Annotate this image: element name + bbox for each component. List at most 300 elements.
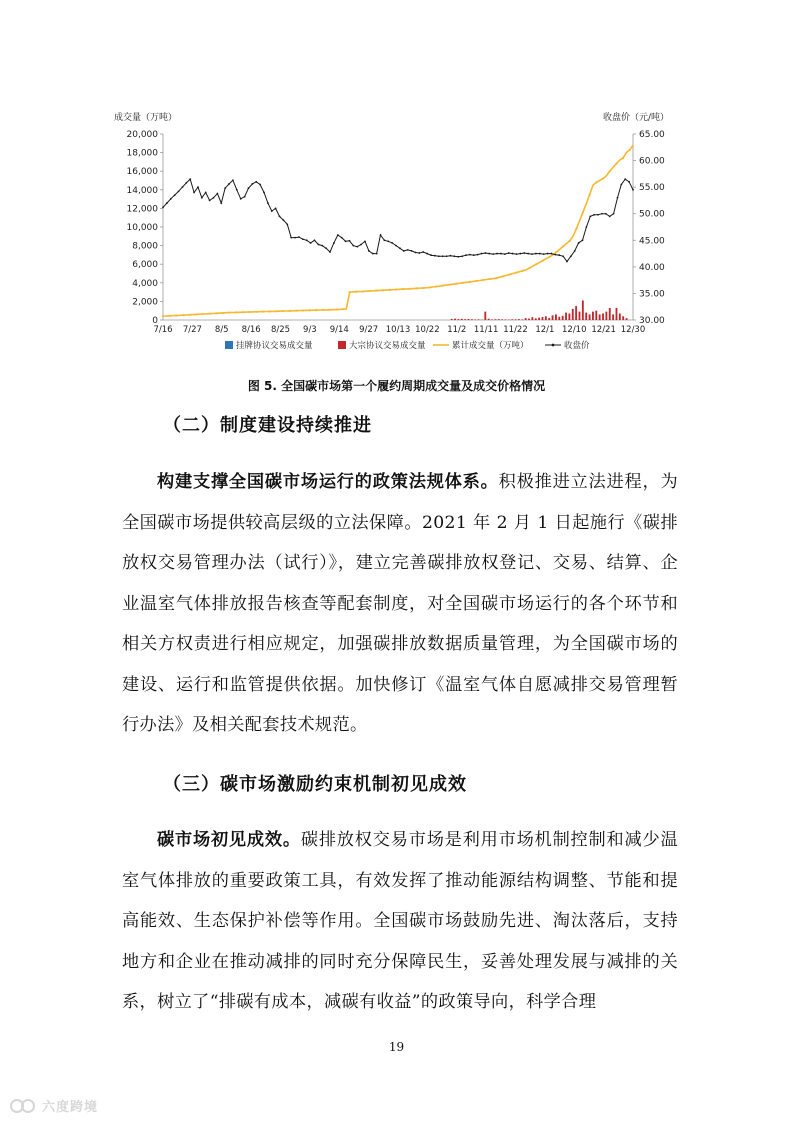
closing-price-point — [244, 196, 246, 198]
x-tick-label: 10/22 — [415, 325, 440, 335]
closing-price-point — [193, 192, 195, 194]
cumulative-volume-point — [269, 310, 271, 312]
paragraph-policy — [122, 462, 678, 746]
closing-price-point — [368, 250, 370, 252]
right-tick-label: 30.00 — [639, 316, 665, 326]
closing-price-point — [481, 253, 483, 255]
closing-price-point — [174, 194, 176, 196]
block-trade-bar — [562, 316, 564, 320]
cumulative-volume-point — [329, 309, 331, 311]
block-trade-bar — [464, 319, 466, 320]
x-tick-label: 12/21 — [591, 325, 616, 335]
right-tick-label: 65.00 — [639, 130, 665, 140]
block-trade-bar — [589, 314, 591, 320]
block-trade-bar — [521, 319, 523, 320]
cumulative-volume-point — [209, 313, 211, 315]
left-tick-label: 0 — [152, 316, 158, 326]
cumulative-volume-point — [482, 279, 484, 281]
closing-price-point — [632, 189, 634, 191]
closing-price-point — [220, 202, 222, 204]
block-trade-bar — [548, 318, 550, 320]
closing-price-point — [473, 254, 475, 256]
cumulative-volume-point — [429, 286, 431, 288]
closing-price-point — [442, 255, 444, 257]
closing-price-point — [286, 223, 288, 225]
closing-price-point — [488, 253, 490, 255]
closing-price-point — [605, 213, 607, 215]
cumulative-volume-point — [242, 311, 244, 313]
block-trade-bar — [474, 319, 476, 320]
closing-price-point — [609, 215, 611, 217]
cumulative-volume-point — [595, 181, 597, 183]
closing-price-point — [228, 183, 230, 185]
cumulative-volume-point — [355, 291, 357, 293]
left-tick-label: 20,000 — [126, 130, 158, 140]
closing-price-point — [201, 197, 203, 199]
closing-price-point — [380, 234, 382, 236]
closing-price-point — [345, 240, 347, 242]
block-trade-bar — [538, 318, 540, 320]
block-trade-bar — [568, 313, 570, 320]
closing-price-point — [356, 246, 358, 248]
legend-label-cumulative: 累计成交量（万吨） — [452, 341, 529, 351]
closing-price-point — [535, 253, 537, 255]
closing-price-point — [613, 213, 615, 215]
closing-price-point — [582, 239, 584, 241]
closing-price-point — [411, 250, 413, 252]
cumulative-volume-point — [555, 251, 557, 253]
cumulative-volume-point — [162, 315, 164, 317]
x-tick-label: 9/14 — [329, 325, 349, 335]
closing-price-point — [395, 245, 397, 247]
closing-price-point — [415, 252, 417, 254]
cumulative-volume-point — [542, 259, 544, 261]
cumulative-volume-point — [415, 287, 417, 289]
block-trade-bar — [552, 315, 554, 320]
cumulative-volume-point — [275, 310, 277, 312]
cumulative-volume-point — [602, 178, 604, 180]
cumulative-volume-point — [389, 289, 391, 291]
closing-price-point — [298, 236, 300, 238]
cumulative-volume-point — [235, 311, 237, 313]
block-trade-bar — [518, 319, 520, 320]
closing-price-point — [492, 253, 494, 255]
cumulative-volume-point — [229, 311, 231, 313]
cumulative-volume-point — [489, 278, 491, 280]
cumulative-volume-point — [475, 280, 477, 282]
closing-price-point — [267, 202, 269, 204]
closing-price-point — [508, 252, 510, 254]
figure-caption: 图 5. 全国碳市场第一个履约周期成交量及成交价格情况 — [247, 379, 546, 393]
cumulative-volume-point — [195, 313, 197, 315]
closing-price-point — [570, 255, 572, 257]
cumulative-volume-point — [349, 291, 351, 293]
cumulative-volume-point — [449, 284, 451, 286]
block-trade-bar — [535, 318, 537, 320]
closing-price-point — [317, 244, 319, 246]
closing-price-point — [461, 255, 463, 257]
closing-price-point — [283, 219, 285, 221]
closing-price-point — [562, 255, 564, 257]
cumulative-volume-point — [515, 271, 517, 273]
closing-price-point — [360, 244, 362, 246]
cumulative-volume-point — [255, 311, 257, 313]
cumulative-volume-point — [315, 309, 317, 311]
cumulative-volume-point — [422, 287, 424, 289]
legend-swatch-listing — [225, 341, 233, 349]
cumulative-volume-point — [202, 313, 204, 315]
closing-price-point — [341, 237, 343, 239]
closing-price-point — [279, 215, 281, 217]
block-trade-bar — [505, 319, 507, 320]
cumulative-volume-point — [309, 309, 311, 311]
paragraph-body: 积极推进立法进程，为全国碳市场提供较高层级的立法保障。2021 年 2 月 1 日起施行《碳排放权交易管理办法（试行）》，建立完善碳排放权登记、交易、结算、企业温室气体排放报告核查等配套制度，对全国碳市场运行的各个环节和相关方权责进行相应规定，加强碳排放数据质量管理，为全国碳市场的建设、运行和监管提供依据。加快修订《温室气体自愿减排交易管理暂行办法》及相关配套技术规范。 — [122, 472, 678, 735]
cumulative-volume-point — [175, 314, 177, 316]
block-trade-bar — [565, 313, 567, 320]
closing-price-point — [574, 250, 576, 252]
block-trade-bar — [599, 314, 601, 320]
left-axis-title: 成交量（万吨） — [114, 113, 178, 123]
closing-price-point — [446, 255, 448, 257]
chart-tick-labels — [114, 111, 669, 335]
cumulative-volume-point — [169, 315, 171, 317]
closing-price-point — [224, 187, 226, 189]
closing-price-point — [337, 234, 339, 236]
closing-price-point — [617, 197, 619, 199]
closing-price-point — [364, 240, 366, 242]
closing-price-point — [438, 255, 440, 257]
cumulative-volume-point — [289, 310, 291, 312]
cumulative-volume-point — [629, 149, 631, 151]
closing-price-point — [453, 255, 455, 257]
x-tick-label: 11/11 — [473, 325, 499, 335]
closing-price-point — [531, 253, 533, 255]
block-trade-bar — [515, 319, 517, 320]
right-tick-label: 60.00 — [639, 156, 665, 167]
closing-price-point — [593, 214, 595, 216]
block-trade-bar — [602, 313, 604, 320]
left-tick-label: 8,000 — [132, 241, 158, 252]
closing-price-point — [248, 187, 250, 189]
cumulative-volume-point — [529, 267, 531, 269]
cumulative-volume-point — [395, 288, 397, 290]
closing-price-point — [527, 253, 529, 255]
carbon-market-chart — [110, 108, 680, 368]
block-trade-bar — [575, 306, 577, 320]
block-trade-bar — [484, 312, 486, 320]
cumulative-volume-point — [382, 289, 384, 291]
left-tick-label: 10,000 — [126, 223, 158, 233]
block-trade-bar — [585, 313, 587, 320]
section-heading-2: （二）制度建设持续推进 — [163, 415, 372, 436]
paragraph-lead: 碳市场初见成效。 — [157, 830, 301, 850]
closing-price-point — [512, 253, 514, 255]
block-trade-bar — [626, 318, 628, 320]
block-trade-bar — [501, 319, 503, 320]
cumulative-volume-point — [582, 211, 584, 213]
chart-frame — [160, 134, 636, 320]
x-tick-label: 7/16 — [153, 325, 173, 335]
watermark-text: 六度跨境 — [42, 1100, 99, 1115]
legend-label-price: 收盘价 — [564, 341, 590, 351]
closing-price-point — [519, 253, 521, 255]
closing-price-point — [601, 213, 603, 215]
cumulative-volume-point — [402, 288, 404, 290]
closing-price-point — [170, 198, 172, 200]
closing-price-point — [290, 237, 292, 239]
block-trade-bar — [619, 313, 621, 320]
closing-price-point — [314, 239, 316, 241]
closing-price-point — [213, 197, 215, 199]
closing-price-point — [597, 214, 599, 216]
closing-price-point — [430, 254, 432, 256]
block-trade-bar — [595, 311, 597, 320]
closing-price-point — [259, 184, 261, 186]
section-heading-3: （三）碳市场激励约束机制初见成效 — [163, 774, 467, 795]
paragraph-lead: 构建支撑全国碳市场运行的政策法规体系。 — [157, 472, 499, 492]
closing-price-point — [516, 253, 518, 255]
closing-price-point — [329, 251, 331, 253]
closing-price-point — [189, 178, 191, 180]
cumulative-volume-point — [535, 263, 537, 265]
block-trade-bar — [622, 316, 624, 320]
chart-series-lines — [162, 145, 634, 317]
cumulative-volume-point — [215, 312, 217, 314]
cumulative-volume-point — [375, 290, 377, 292]
legend-swatch-block — [338, 341, 346, 349]
block-trade-bar — [545, 316, 547, 320]
closing-price-point — [578, 242, 580, 244]
closing-price-point — [434, 255, 436, 257]
left-tick-label: 16,000 — [126, 167, 158, 178]
block-trade-bar — [528, 319, 530, 320]
closing-price-point — [236, 189, 238, 191]
closing-price-point — [469, 254, 471, 256]
closing-price-point — [209, 200, 211, 202]
cumulative-volume-point — [509, 273, 511, 275]
block-trade-bar — [478, 319, 480, 320]
cumulative-volume-point — [262, 311, 264, 313]
closing-price-point — [178, 190, 180, 192]
cumulative-volume-point — [369, 290, 371, 292]
closing-price-point — [275, 208, 277, 210]
closing-price-point — [310, 242, 312, 244]
closing-price-point — [500, 253, 502, 255]
legend-swatch-price-dot — [552, 344, 555, 347]
x-tick-label: 8/5 — [214, 325, 229, 335]
cumulative-volume-point — [622, 157, 624, 159]
chart-legend — [225, 340, 590, 351]
block-trade-bar — [488, 319, 490, 320]
cumulative-volume-point — [549, 256, 551, 258]
block-trade-bar — [498, 319, 500, 320]
x-tick-label: 11/22 — [503, 325, 528, 335]
closing-price-line — [163, 179, 633, 261]
block-trade-bar — [555, 314, 557, 320]
block-trade-bar — [612, 314, 614, 320]
block-trade-bar — [592, 312, 594, 320]
watermark-logo-icon — [8, 1097, 38, 1115]
x-tick-label: 9/27 — [359, 325, 379, 335]
cumulative-volume-point — [362, 290, 364, 292]
closing-price-point — [450, 255, 452, 257]
cumulative-volume-point — [302, 309, 304, 311]
closing-price-point — [558, 254, 560, 256]
block-trade-bar — [461, 319, 463, 320]
closing-price-point — [547, 253, 549, 255]
closing-price-point — [543, 253, 545, 255]
closing-price-point — [325, 247, 327, 249]
closing-price-point — [585, 226, 587, 228]
cumulative-volume-point — [322, 309, 324, 311]
block-trade-bar — [454, 319, 456, 320]
closing-price-point — [589, 215, 591, 217]
closing-price-point — [349, 240, 351, 242]
left-tick-label: 4,000 — [132, 278, 158, 289]
x-tick-label: 12/30 — [620, 325, 646, 335]
closing-price-point — [391, 242, 393, 244]
closing-price-point — [539, 253, 541, 255]
closing-price-point — [523, 252, 525, 254]
block-trade-bar — [531, 317, 533, 320]
watermark — [8, 1096, 98, 1115]
closing-price-point — [232, 179, 234, 181]
block-trade-bar — [471, 319, 473, 320]
x-tick-label: 10/13 — [385, 325, 411, 335]
closing-price-point — [624, 178, 626, 180]
closing-price-point — [484, 252, 486, 254]
block-trade-bar — [582, 300, 584, 320]
right-tick-label: 45.00 — [639, 236, 665, 247]
closing-price-point — [399, 247, 401, 249]
cumulative-volume-point — [589, 193, 591, 195]
closing-price-point — [294, 237, 296, 239]
cumulative-volume-point — [189, 314, 191, 316]
cumulative-volume-point — [442, 284, 444, 286]
cumulative-volume-point — [495, 277, 497, 279]
right-axis-title: 收盘价（元/吨） — [602, 113, 669, 123]
x-tick-label: 8/16 — [241, 325, 261, 335]
closing-price-point — [197, 186, 199, 188]
block-trade-bar — [542, 317, 544, 320]
left-tick-label: 2,000 — [132, 297, 158, 308]
closing-price-point — [166, 202, 168, 204]
cumulative-volume-point — [342, 308, 344, 310]
closing-price-point — [321, 245, 323, 247]
right-tick-label: 35.00 — [639, 289, 665, 300]
closing-price-point — [620, 184, 622, 186]
closing-price-point — [240, 198, 242, 200]
block-trade-bars — [451, 300, 628, 320]
x-tick-label: 7/27 — [182, 325, 202, 335]
cumulative-volume-point — [182, 314, 184, 316]
cumulative-volume-point — [502, 275, 504, 277]
block-trade-bar — [468, 319, 470, 320]
closing-price-point — [372, 253, 374, 255]
right-tick-label: 40.00 — [639, 262, 665, 273]
block-trade-bar — [525, 318, 527, 320]
closing-price-point — [255, 181, 257, 183]
closing-price-point — [182, 186, 184, 188]
closing-price-point — [216, 193, 218, 195]
cumulative-volume-point — [469, 281, 471, 283]
cumulative-volume-point — [522, 270, 524, 272]
closing-price-point — [403, 250, 405, 252]
block-trade-bar — [605, 312, 607, 320]
block-trade-bar — [511, 319, 513, 320]
closing-price-point — [205, 192, 207, 194]
cumulative-volume-point — [462, 282, 464, 284]
closing-price-point — [418, 252, 420, 254]
closing-price-point — [422, 251, 424, 253]
block-trade-bar — [572, 309, 574, 320]
paragraph-body: 碳排放权交易市场是利用市场机制控制和减少温室气体排放的重要政策工具，有效发挥了推动能源结构调整、节能和提高能效、生态保护补偿等作用。全国碳市场鼓励先进、淘汰落后，支持地方和企业在推动减排的同时充分保障民生，妥善处理发展与减排的关系，树立了“排碳有成本，减碳有收益”的政策导向，科学合理 — [122, 830, 678, 1012]
block-trade-bar — [609, 308, 611, 320]
closing-price-point — [426, 253, 428, 255]
closing-price-point — [251, 183, 253, 185]
closing-price-point — [271, 210, 273, 212]
block-trade-bar — [494, 319, 496, 320]
closing-price-point — [628, 181, 630, 183]
paragraph-effect — [122, 820, 678, 1023]
cumulative-volume-point — [222, 312, 224, 314]
cumulative-volume-point — [249, 311, 251, 313]
cumulative-volume-point — [295, 310, 297, 312]
cumulative-volume-line — [163, 145, 633, 316]
closing-price-point — [333, 242, 335, 244]
left-tick-label: 18,000 — [126, 148, 158, 159]
right-tick-label: 50.00 — [639, 209, 665, 220]
cumulative-volume-point — [609, 170, 611, 172]
left-tick-label: 12,000 — [126, 204, 158, 215]
left-tick-label: 6,000 — [132, 260, 158, 271]
cumulative-volume-point — [575, 228, 577, 230]
cumulative-volume-point — [335, 308, 337, 310]
closing-price-point — [407, 249, 409, 251]
legend-label-listing: 挂牌协议交易成交量 — [236, 341, 313, 351]
block-trade-bar — [616, 308, 618, 320]
cumulative-volume-point — [435, 285, 437, 287]
closing-price-point — [162, 206, 164, 208]
cumulative-volume-point — [282, 310, 284, 312]
x-tick-label: 9/3 — [303, 325, 317, 335]
x-tick-label: 12/10 — [562, 325, 587, 335]
closing-price-point — [496, 253, 498, 255]
closing-price-point — [457, 256, 459, 258]
closing-price-point — [566, 261, 568, 263]
cumulative-volume-point — [562, 245, 564, 247]
x-tick-label: 11/2 — [447, 325, 467, 335]
cumulative-volume-point — [455, 283, 457, 285]
closing-price-point — [306, 239, 308, 241]
closing-price-point — [551, 253, 553, 255]
block-trade-bar — [491, 319, 493, 320]
x-tick-label: 12/1 — [535, 325, 555, 335]
cumulative-volume-point — [409, 288, 411, 290]
right-tick-label: 55.00 — [639, 183, 665, 194]
closing-price-point — [465, 254, 467, 256]
legend-label-block: 大宗协议交易成交量 — [349, 341, 426, 351]
closing-price-point — [554, 254, 556, 256]
closing-price-point — [384, 239, 386, 241]
block-trade-bar — [558, 317, 560, 320]
page-number: 19 — [388, 1040, 405, 1054]
closing-price-point — [185, 182, 187, 184]
left-tick-label: 14,000 — [126, 185, 158, 196]
closing-price-point — [352, 245, 354, 247]
block-trade-bar — [579, 312, 581, 320]
closing-price-point — [477, 254, 479, 256]
